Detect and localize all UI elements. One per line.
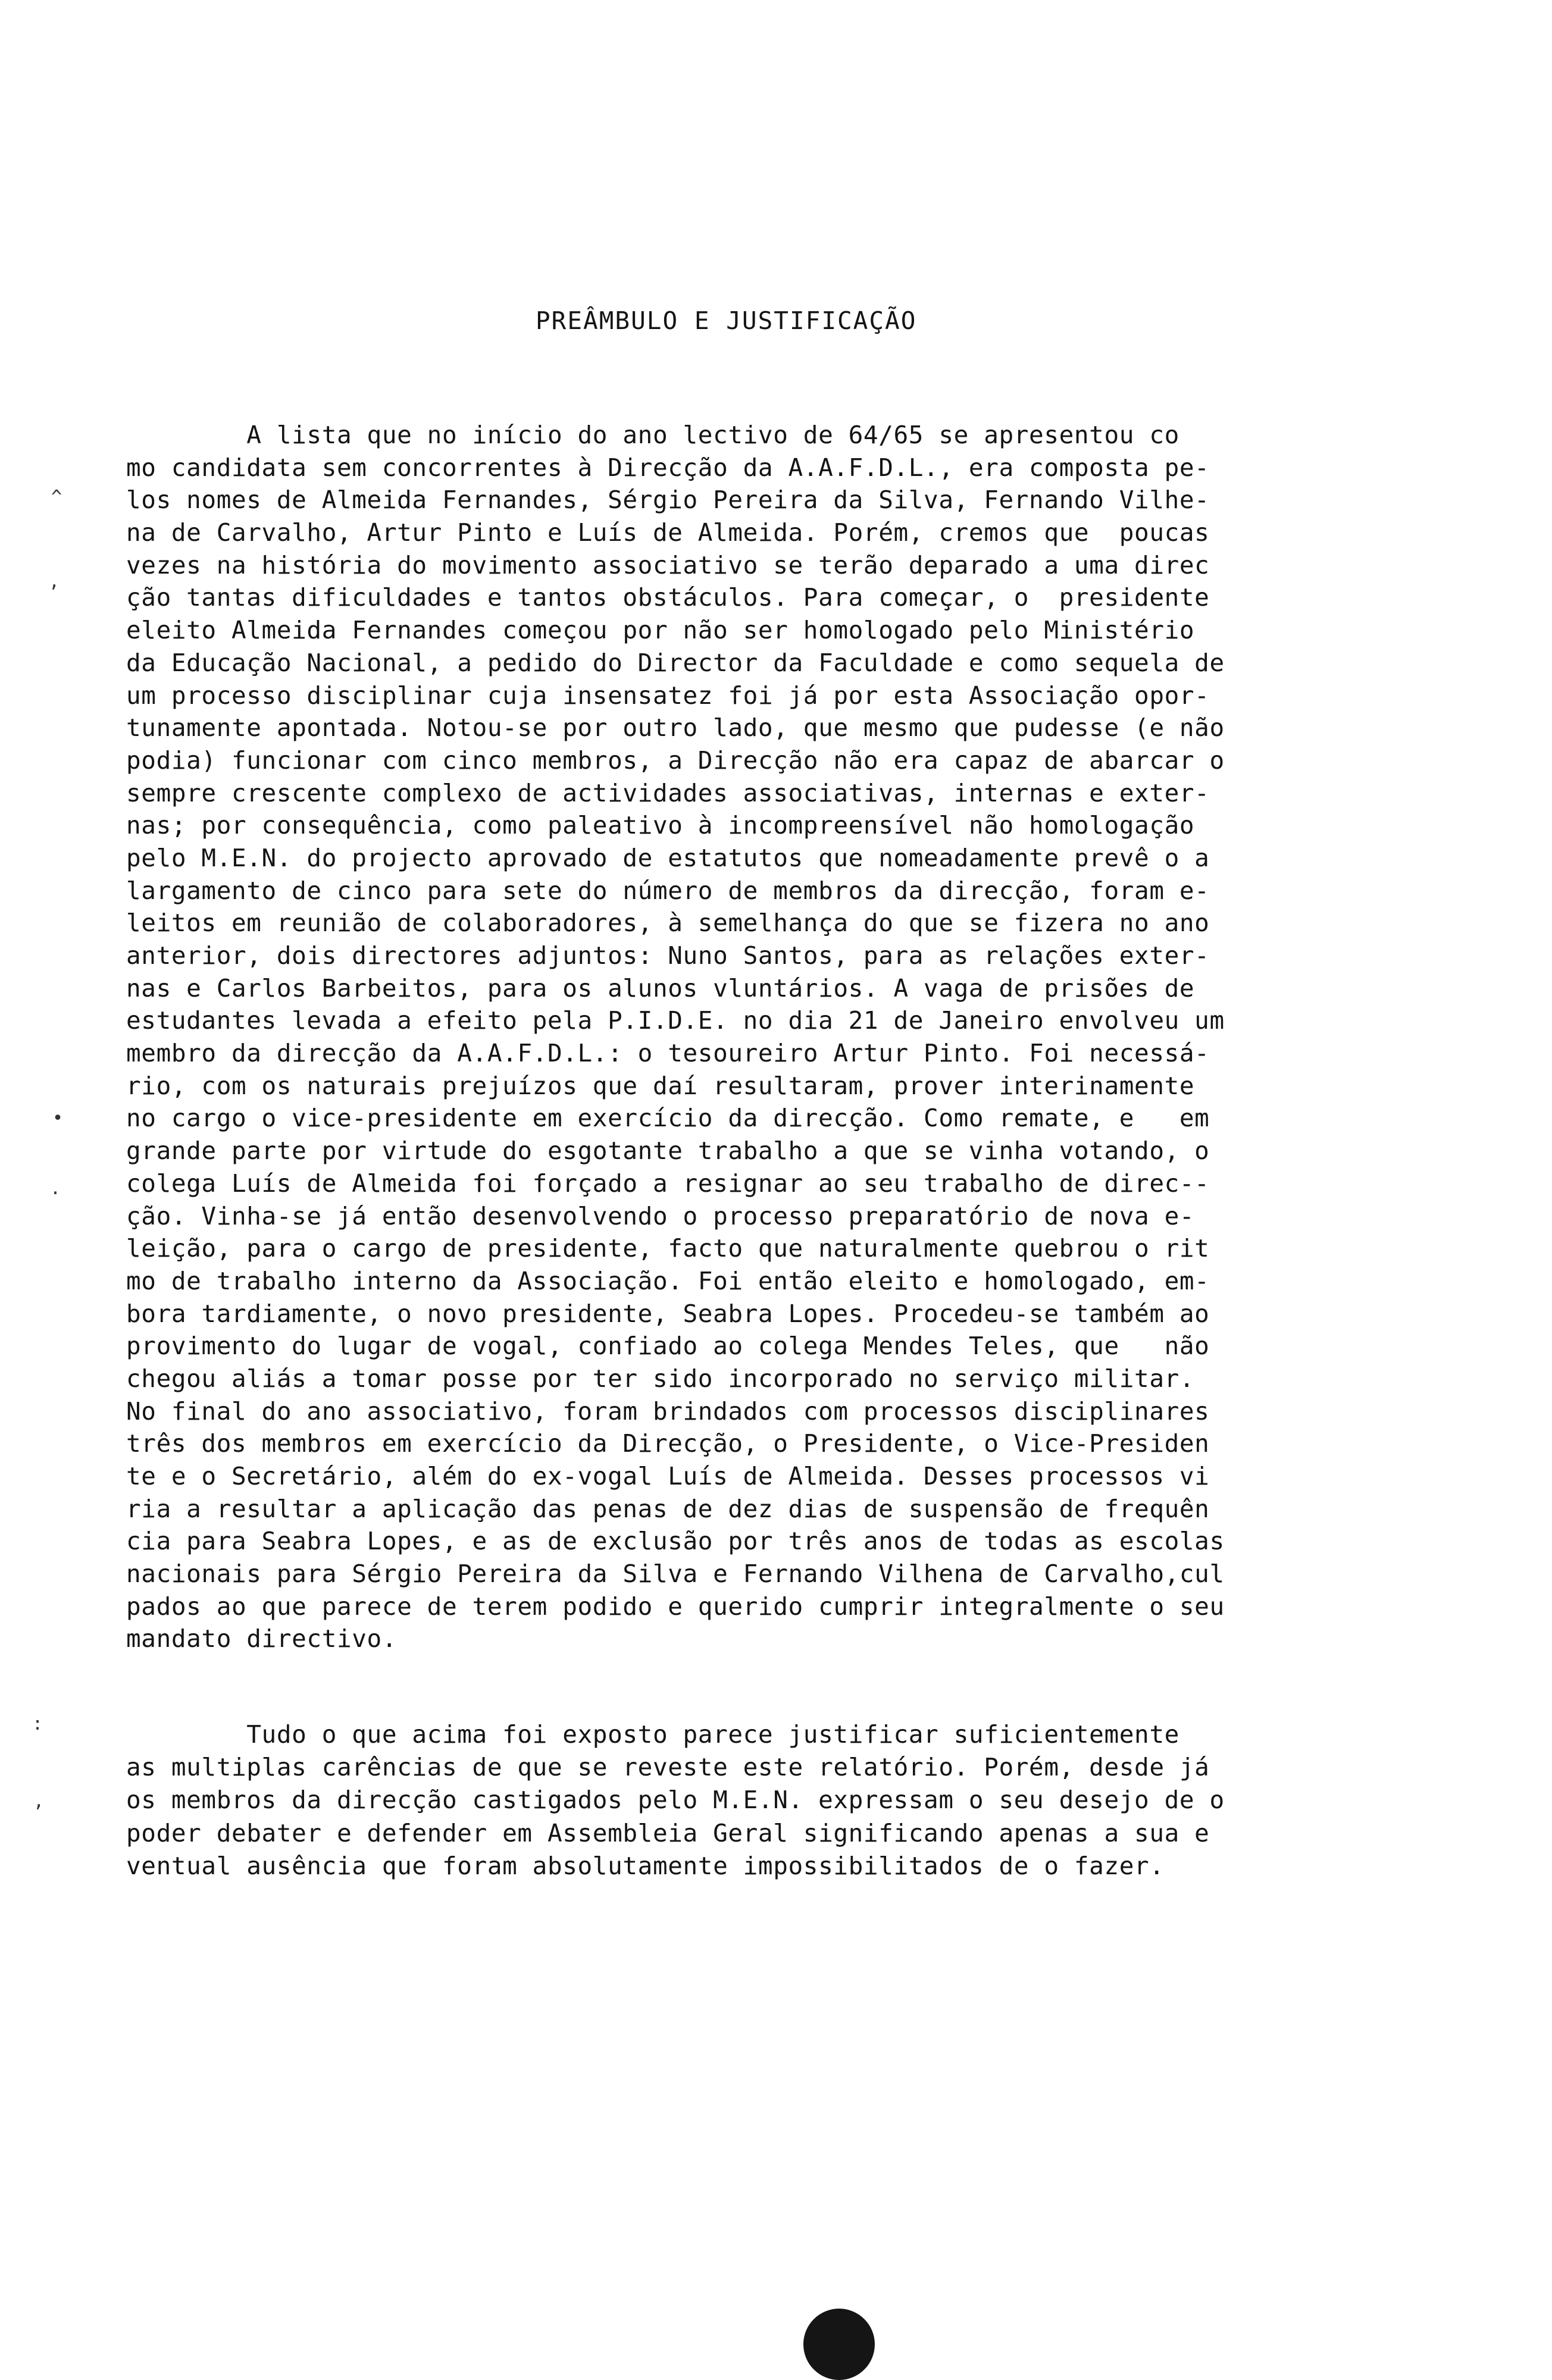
text-line: ria a resultar a aplicação das penas de dez dias de suspensão de frequên bbox=[126, 1494, 1210, 1523]
text-line: pelo M.E.N. do projecto aprovado de estatutos que nomeadamente prevê o a bbox=[126, 843, 1210, 872]
text-line: leitos em reunião de colaboradores, à semelhança do que se fizera no ano bbox=[126, 909, 1210, 938]
text-line: os membros da direcção castigados pelo M.E.N. expressam o seu desejo de o bbox=[126, 1786, 1225, 1815]
margin-mark: , bbox=[33, 1791, 45, 1812]
page-title: PREÂMBULO E JUSTIFICAÇÃO bbox=[536, 306, 917, 335]
text-line: nas; por consequência, como paleativo à incompreensível não homologação bbox=[126, 811, 1195, 840]
text-line: rio, com os naturais prejuízos que daí resultaram, prover interinamente bbox=[126, 1071, 1195, 1100]
text-line: sempre crescente complexo de actividades associativas, internas e exter- bbox=[126, 778, 1210, 807]
text-line: pados ao que parece de terem podido e querido cumprir integralmente o seu bbox=[126, 1592, 1225, 1621]
text-line: A lista que no início do ano lectivo de 64/65 se apresentou co bbox=[126, 421, 1179, 449]
text-line: ventual ausência que foram absolutamente impossibilitados de o fazer. bbox=[126, 1851, 1165, 1880]
text-line: mo candidata sem concorrentes à Direcção da A.A.F.D.L., era composta pe- bbox=[126, 453, 1210, 482]
text-line: largamento de cinco para sete do número de membros da direcção, foram e- bbox=[126, 876, 1210, 905]
text-line: provimento do lugar de vogal, confiado ao colega Mendes Teles, que não bbox=[126, 1332, 1210, 1361]
text-line: los nomes de Almeida Fernandes, Sérgio Pereira da Silva, Fernando Vilhe- bbox=[126, 486, 1210, 515]
text-line: estudantes levada a efeito pela P.I.D.E. no dia 21 de Janeiro envolveu um bbox=[126, 1006, 1225, 1035]
text-line: te e o Secretário, além do ex-vogal Luís de Almeida. Desses processos vi bbox=[126, 1462, 1210, 1490]
text-line: poder debater e defender em Assembleia Geral significando apenas a sua e bbox=[126, 1818, 1210, 1847]
text-line: anterior, dois directores adjuntos: Nuno Santos, para as relações exter- bbox=[126, 941, 1210, 970]
text-line: podia) funcionar com cinco membros, a Direcção não era capaz de abarcar o bbox=[126, 746, 1225, 775]
margin-mark: ^ bbox=[51, 487, 62, 508]
text-line: leição, para o cargo de presidente, facto que naturalmente quebrou o rit bbox=[126, 1234, 1210, 1263]
paragraph-2 bbox=[126, 1718, 1459, 1883]
text-line: nacionais para Sérgio Pereira da Silva e Fernando Vilhena de Carvalho,cul bbox=[126, 1559, 1225, 1589]
margin-mark: , bbox=[49, 571, 60, 592]
text-line: um processo disciplinar cuja insensatez foi já por esta Associação opor- bbox=[126, 681, 1210, 710]
text-line: nas e Carlos Barbeitos, para os alunos vluntários. A vaga de prisões de bbox=[126, 973, 1195, 1003]
text-line: No final do ano associativo, foram brindados com processos disciplinares bbox=[126, 1396, 1210, 1426]
text-line: bora tardiamente, o novo presidente, Seabra Lopes. Procedeu-se também ao bbox=[126, 1299, 1210, 1328]
text-line: vezes na história do movimento associativo se terão deparado a uma direc bbox=[126, 550, 1210, 580]
text-line: cia para Seabra Lopes, e as de exclusão por três anos de todas as escolas bbox=[126, 1527, 1225, 1556]
text-line: chegou aliás a tomar posse por ter sido incorporado no serviço militar. bbox=[126, 1364, 1195, 1393]
text-line: ção tantas dificuldades e tantos obstáculos. Para começar, o presidente bbox=[126, 583, 1210, 612]
ink-blot bbox=[803, 2309, 875, 2380]
text-line: grande parte por virtude do esgotante trabalho a que se vinha votando, o bbox=[126, 1136, 1210, 1166]
text-line: eleito Almeida Fernandes começou por não ser homologado pelo Ministério bbox=[126, 616, 1195, 645]
paragraph-1 bbox=[126, 419, 1459, 1655]
margin-mark: . bbox=[50, 1178, 61, 1199]
margin-mark: • bbox=[52, 1108, 64, 1129]
text-line: na de Carvalho, Artur Pinto e Luís de Almeida. Porém, cremos que poucas bbox=[126, 518, 1210, 547]
text-line: tunamente apontada. Notou-se por outro lado, que mesmo que pudesse (e não bbox=[126, 713, 1225, 743]
margin-mark: : bbox=[32, 1714, 43, 1734]
text-line: mo de trabalho interno da Associação. Foi então eleito e homologado, em- bbox=[126, 1266, 1210, 1295]
text-line: ção. Vinha-se já então desenvolvendo o processo preparatório de nova e- bbox=[126, 1201, 1195, 1230]
text-line: da Educação Nacional, a pedido do Director da Faculdade e como sequela de bbox=[126, 648, 1225, 677]
text-line: no cargo o vice-presidente em exercício da direcção. Como remate, e em bbox=[126, 1104, 1210, 1133]
text-line: Tudo o que acima foi exposto parece justificar suficientemente bbox=[126, 1720, 1179, 1749]
text-line: membro da direcção da A.A.F.D.L.: o tesoureiro Artur Pinto. Foi necessá- bbox=[126, 1039, 1210, 1068]
text-line: colega Luís de Almeida foi forçado a resignar ao seu trabalho de direc-- bbox=[126, 1169, 1210, 1198]
text-line: três dos membros em exercício da Direcção, o Presidente, o Vice-Presiden bbox=[126, 1429, 1210, 1458]
text-line: as multiplas carências de que se reveste este relatório. Porém, desde já bbox=[126, 1753, 1210, 1782]
text-line: mandato directivo. bbox=[126, 1624, 398, 1654]
